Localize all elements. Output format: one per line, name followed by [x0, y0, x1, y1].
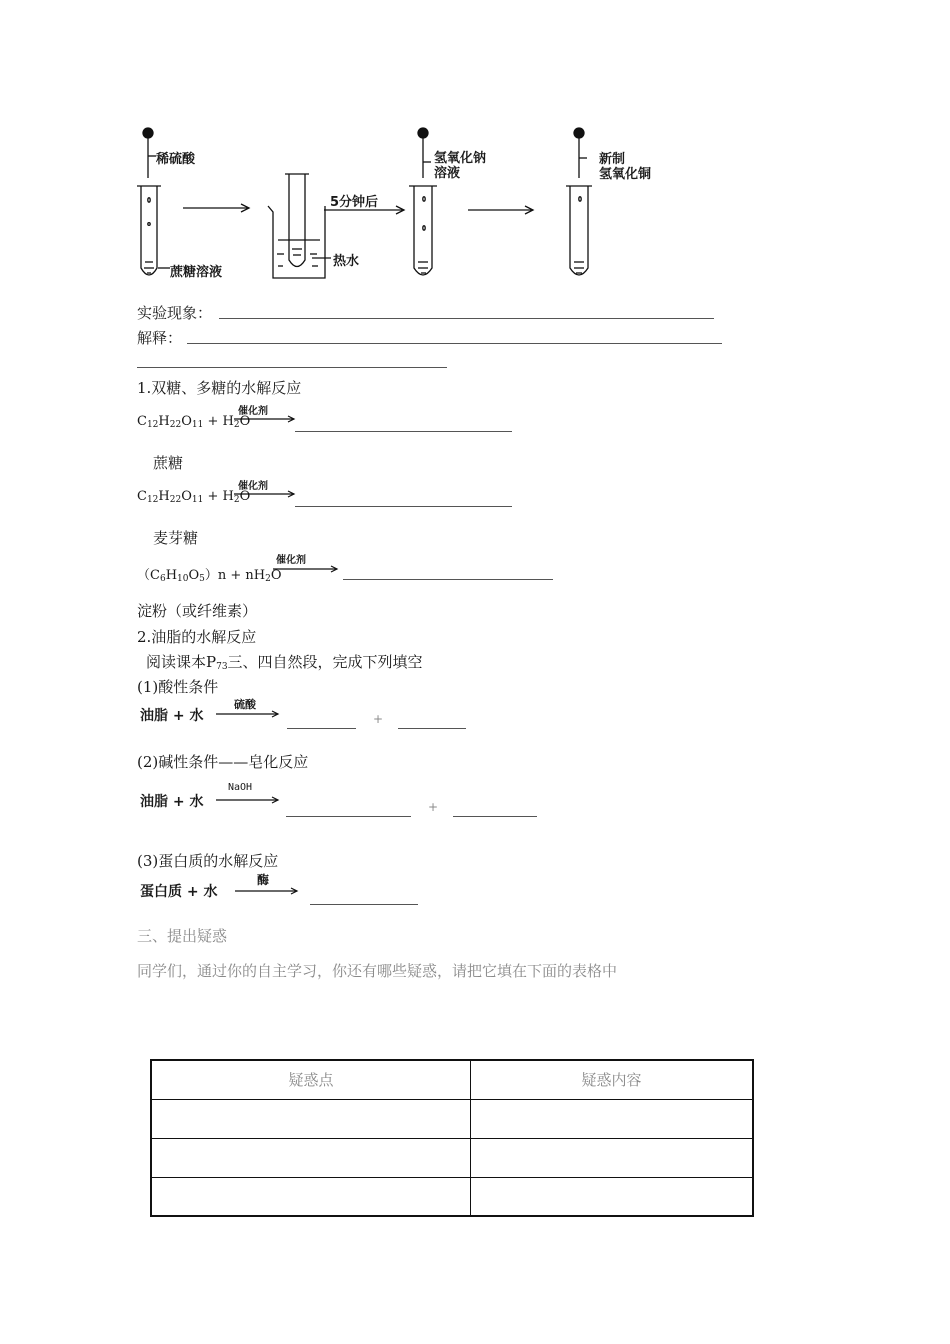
- acid-blank-2[interactable]: [398, 728, 466, 729]
- table-row: [151, 1099, 753, 1138]
- table-cell[interactable]: [471, 1177, 754, 1216]
- section3-title: 三、提出疑惑: [137, 927, 228, 945]
- protein-blank[interactable]: [310, 904, 418, 905]
- eq2-catalyst: 催化剂: [238, 481, 268, 492]
- acid-title: (1)酸性条件: [137, 678, 219, 696]
- base-blank-2[interactable]: [453, 816, 537, 817]
- table-cell[interactable]: [151, 1099, 471, 1138]
- phenomenon-blank[interactable]: [219, 318, 714, 319]
- protein-reactants: 蛋白质 + 水: [140, 884, 218, 900]
- acid-blank-1[interactable]: [287, 728, 356, 729]
- table-cell[interactable]: [151, 1177, 471, 1216]
- base-reactants: 油脂 + 水: [140, 794, 204, 810]
- header-question-content: 疑惑内容: [471, 1060, 754, 1099]
- eq1-name: 蔗糖: [153, 454, 184, 472]
- base-condition: NaOH: [228, 782, 253, 793]
- section2-title: 2.油脂的水解反应: [137, 628, 257, 646]
- phenomenon-label: 实验现象：: [137, 304, 213, 322]
- eq1-arrow: [234, 415, 296, 423]
- acid-plus: +: [373, 712, 384, 726]
- base-plus: +: [428, 800, 439, 814]
- protein-title: (3)蛋白质的水解反应: [137, 852, 279, 870]
- base-arrow: [216, 796, 280, 804]
- acid-reactants: 油脂 + 水: [140, 708, 204, 724]
- protein-arrow: [235, 887, 299, 895]
- eq1-formula: $C_{12}H_{22}O_{11} + H_2O$: [137, 414, 251, 430]
- base-title: (2)碱性条件——皂化反应: [137, 753, 309, 771]
- table-cell[interactable]: [471, 1138, 754, 1177]
- section3-prompt: 同学们，通过你的自主学习，你还有哪些疑惑，请把它填在下面的表格中: [137, 962, 618, 980]
- eq2-blank[interactable]: [295, 506, 512, 507]
- eq3-catalyst: 催化剂: [276, 555, 306, 566]
- eq2-arrow: [234, 490, 296, 498]
- explanation-label: 解释：: [137, 329, 183, 347]
- explanation-blank[interactable]: [187, 343, 722, 344]
- table-cell[interactable]: [151, 1138, 471, 1177]
- eq3-formula: $(C_6H_{10}O_5)n + nH_2O$: [137, 568, 282, 584]
- label-sucrose-solution: 蔗糖溶液: [170, 265, 223, 280]
- eq2-name: 麦芽糖: [153, 529, 199, 547]
- base-blank-1[interactable]: [286, 816, 411, 817]
- acid-arrow: [216, 710, 280, 718]
- label-cuoh-1: 新制: [599, 152, 626, 167]
- table-row: [151, 1138, 753, 1177]
- acid-condition: 硫酸: [234, 698, 256, 711]
- eq3-name: 淀粉（或纤维素）: [137, 602, 258, 620]
- question-table: [150, 1059, 754, 1217]
- label-naoh-1: 氢氧化钠: [434, 151, 487, 166]
- table-cell[interactable]: [471, 1099, 754, 1138]
- section1-title: 1.双糖、多糖的水解反应: [137, 379, 302, 397]
- section2-instruction: 阅读课本$P_{73}$三、四自然段，完成下列填空: [146, 653, 423, 672]
- eq3-blank[interactable]: [343, 579, 553, 580]
- eq1-catalyst: 催化剂: [238, 406, 268, 417]
- header-question-point: 疑惑点: [151, 1060, 471, 1099]
- eq1-blank[interactable]: [295, 431, 512, 432]
- table-row: [151, 1177, 753, 1216]
- label-naoh-2: 溶液: [434, 166, 461, 181]
- protein-condition: 酶: [257, 873, 270, 887]
- explanation-blank-2[interactable]: [137, 367, 447, 368]
- label-five-minutes: 5分钟后: [330, 195, 379, 210]
- label-hot-water: 热水: [333, 254, 360, 269]
- label-cuoh-2: 氢氧化铜: [599, 167, 652, 182]
- eq2-formula: $C_{12}H_{22}O_{11} + H_2O$: [137, 489, 251, 505]
- label-dilute-acid: 稀硫酸: [156, 152, 196, 167]
- eq3-arrow: [273, 565, 339, 573]
- table-header-row: [151, 1060, 753, 1099]
